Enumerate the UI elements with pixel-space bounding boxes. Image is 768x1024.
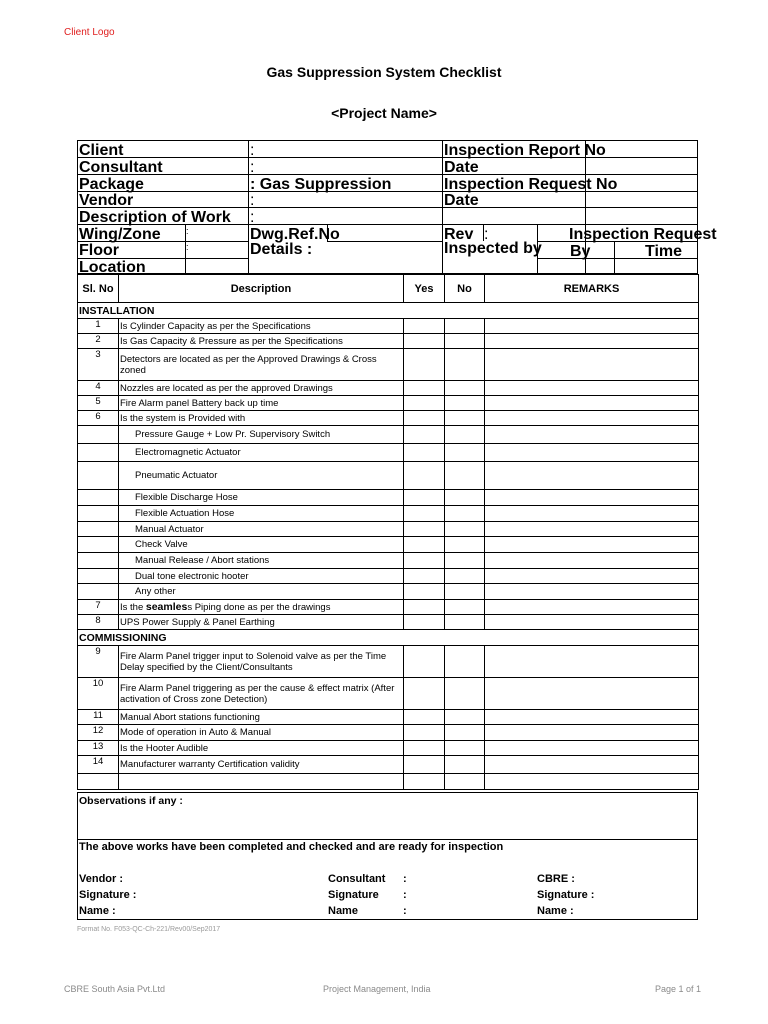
no-cell[interactable] [445, 725, 485, 741]
floor-colon: : [186, 242, 189, 252]
remarks-cell[interactable] [485, 411, 699, 426]
table-row: 12 Mode of operation in Auto & Manual [78, 725, 699, 741]
cbre-signature-label: Signature : [537, 889, 595, 901]
yes-cell[interactable] [404, 553, 445, 569]
no-cell[interactable] [445, 490, 485, 506]
yes-cell[interactable] [404, 334, 445, 349]
inspected-by-label: Inspected by [444, 240, 542, 257]
no-cell[interactable] [445, 615, 485, 630]
no-cell[interactable] [445, 569, 485, 584]
table-row: Manual Release / Abort stations [78, 553, 699, 569]
yes-cell[interactable] [404, 678, 445, 710]
no-cell[interactable] [445, 553, 485, 569]
table-row: 6 Is the system is Provided with [78, 411, 699, 426]
no-cell[interactable] [445, 411, 485, 426]
by-label: By [570, 243, 591, 260]
table-row: Pressure Gauge + Low Pr. Supervisory Switch [78, 426, 699, 444]
observations-block [77, 792, 698, 920]
format-number: Format No. F053-QC-Ch-221/Rev00/Sep2017 [77, 926, 221, 933]
remarks-cell[interactable] [485, 569, 699, 584]
yes-cell[interactable] [404, 646, 445, 678]
wing-zone-label: Wing/Zone [79, 226, 161, 243]
yes-cell[interactable] [404, 396, 445, 411]
remarks-cell[interactable] [485, 444, 699, 462]
no-cell[interactable] [445, 506, 485, 522]
section-installation: INSTALLATION [78, 303, 699, 319]
client-logo: Client Logo [64, 27, 115, 38]
consultant-label: Consultant [79, 159, 163, 176]
inspection-request-label: Inspection Request [569, 226, 717, 243]
no-cell[interactable] [445, 646, 485, 678]
yes-cell[interactable] [404, 600, 445, 615]
table-row: Dual tone electronic hooter [78, 569, 699, 584]
table-row: Manual Actuator [78, 522, 699, 537]
table-row: 3 Detectors are located as per the Approved Drawings & Cross zoned [78, 349, 699, 381]
remarks-cell[interactable] [485, 522, 699, 537]
yes-cell[interactable] [404, 506, 445, 522]
rev-colon: : [484, 226, 489, 243]
no-cell[interactable] [445, 710, 485, 725]
remarks-cell[interactable] [485, 710, 699, 725]
client-label: Client [79, 142, 124, 159]
consultant-name-label: Name [328, 905, 358, 917]
remarks-cell[interactable] [485, 600, 699, 615]
remarks-cell[interactable] [485, 678, 699, 710]
ready-statement: The above works have been completed and checked and are ready for inspection [79, 841, 504, 853]
no-cell[interactable] [445, 319, 485, 334]
yes-cell[interactable] [404, 522, 445, 537]
remarks-cell[interactable] [485, 349, 699, 381]
description-colon: : [250, 209, 255, 226]
project-name: <Project Name> [331, 105, 437, 121]
yes-cell[interactable] [404, 462, 445, 490]
consultant-signature-label: Signature [328, 889, 379, 901]
remarks-cell[interactable] [485, 490, 699, 506]
remarks-cell[interactable] [485, 646, 699, 678]
col-yes: Yes [404, 275, 445, 303]
header-info-grid [77, 140, 717, 276]
table-row: Flexible Actuation Hose [78, 506, 699, 522]
remarks-cell[interactable] [485, 756, 699, 774]
yes-cell[interactable] [404, 615, 445, 630]
yes-cell[interactable] [404, 569, 445, 584]
no-cell[interactable] [445, 774, 485, 790]
observations-label: Observations if any : [79, 795, 183, 807]
consultant-signoff-label: Consultant [328, 873, 386, 885]
vendor-label: Vendor [79, 192, 134, 209]
section-commissioning: COMMISSIONING [78, 630, 699, 646]
package-value: : Gas Suppression [250, 176, 392, 193]
page-title: Gas Suppression System Checklist [266, 64, 502, 80]
remarks-cell[interactable] [485, 506, 699, 522]
no-cell[interactable] [445, 444, 485, 462]
no-cell[interactable] [445, 334, 485, 349]
remarks-cell[interactable] [485, 381, 699, 396]
no-cell[interactable] [445, 584, 485, 600]
inspection-request-no-label: Inspection Request No [444, 176, 618, 193]
dwg-ref-no-label: Dwg.Ref.No [250, 226, 340, 243]
no-cell[interactable] [445, 741, 485, 756]
yes-cell[interactable] [404, 349, 445, 381]
remarks-cell[interactable] [485, 553, 699, 569]
yes-cell[interactable] [404, 710, 445, 725]
remarks-cell[interactable] [485, 319, 699, 334]
table-row: 4 Nozzles are located as per the approved Drawings [78, 381, 699, 396]
cbre-name-label: Name : [537, 905, 574, 917]
remarks-cell[interactable] [485, 462, 699, 490]
no-cell[interactable] [445, 396, 485, 411]
remarks-cell[interactable] [485, 741, 699, 756]
yes-cell[interactable] [404, 319, 445, 334]
table-row: 1 Is Cylinder Capacity as per the Specifications [78, 319, 699, 334]
col-sl-no: Sl. No [78, 275, 119, 303]
footer-page-number: Page 1 of 1 [655, 984, 702, 994]
vendor-name-label: Name : [79, 905, 116, 917]
table-row: 2 Is Gas Capacity & Pressure as per the Specifications [78, 334, 699, 349]
client-colon: : [250, 142, 255, 159]
yes-cell[interactable] [404, 774, 445, 790]
no-cell[interactable] [445, 462, 485, 490]
table-row: Check Valve [78, 537, 699, 553]
vendor-signature-label: Signature : [79, 889, 137, 901]
rev-label: Rev [444, 226, 474, 243]
colon: : [403, 873, 407, 885]
table-row: 7 Is the seamless Piping done as per the drawings [78, 600, 699, 615]
footer-company: CBRE South Asia Pvt.Ltd [64, 984, 166, 994]
no-cell[interactable] [445, 600, 485, 615]
details-label: Details : [250, 241, 313, 258]
checklist-table [77, 274, 699, 790]
table-row: Pneumatic Actuator [78, 462, 699, 490]
no-cell[interactable] [445, 522, 485, 537]
yes-cell[interactable] [404, 490, 445, 506]
no-cell[interactable] [445, 537, 485, 553]
yes-cell[interactable] [404, 537, 445, 553]
table-row: 8 UPS Power Supply & Panel Earthing [78, 615, 699, 630]
table-row: 10 Fire Alarm Panel triggering as per the cause & effect matrix (After activation of Cross zone Detection) [78, 678, 699, 710]
remarks-cell[interactable] [485, 334, 699, 349]
date-label-2: Date [444, 192, 479, 209]
yes-cell[interactable] [404, 756, 445, 774]
no-cell[interactable] [445, 426, 485, 444]
remarks-cell[interactable] [485, 615, 699, 630]
cbre-signoff-label: CBRE : [537, 873, 575, 885]
vendor-colon: : [250, 192, 255, 209]
consultant-colon: : [250, 159, 255, 176]
table-row: 13 Is the Hooter Audible [78, 741, 699, 756]
yes-cell[interactable] [404, 741, 445, 756]
time-label: Time [645, 243, 683, 260]
inspection-report-no-label: Inspection Report No [444, 142, 606, 159]
colon: : [403, 889, 407, 901]
yes-cell[interactable] [404, 381, 445, 396]
date-label: Date [444, 159, 479, 176]
col-no: No [445, 275, 485, 303]
description-of-work-label: Description of Work [79, 209, 231, 226]
table-row: Any other [78, 584, 699, 600]
remarks-cell[interactable] [485, 537, 699, 553]
no-cell[interactable] [445, 756, 485, 774]
vendor-signoff-label: Vendor : [79, 873, 124, 885]
yes-cell[interactable] [404, 426, 445, 444]
table-row [78, 774, 699, 790]
remarks-cell[interactable] [485, 426, 699, 444]
yes-cell[interactable] [404, 444, 445, 462]
colon: : [403, 905, 407, 917]
footer-division: Project Management, India [323, 984, 431, 994]
remarks-cell[interactable] [485, 774, 699, 790]
col-description: Description [119, 275, 404, 303]
yes-cell[interactable] [404, 584, 445, 600]
remarks-cell[interactable] [485, 396, 699, 411]
floor-label: Floor [79, 242, 119, 259]
yes-cell[interactable] [404, 411, 445, 426]
table-row: Flexible Discharge Hose [78, 490, 699, 506]
remarks-cell[interactable] [485, 584, 699, 600]
table-row: 5 Fire Alarm panel Battery back up time [78, 396, 699, 411]
remarks-cell[interactable] [485, 725, 699, 741]
package-label: Package [79, 176, 144, 193]
yes-cell[interactable] [404, 725, 445, 741]
table-row: 14 Manufacturer warranty Certification validity [78, 756, 699, 774]
wing-zone-colon: : [186, 226, 189, 236]
table-row: 11 Manual Abort stations functioning [78, 710, 699, 725]
location-label: Location [79, 259, 146, 276]
no-cell[interactable] [445, 349, 485, 381]
table-row: Electromagnetic Actuator [78, 444, 699, 462]
table-row: 9 Fire Alarm Panel trigger input to Solenoid valve as per the Time Delay specified by the Client/Consultants [78, 646, 699, 678]
no-cell[interactable] [445, 381, 485, 396]
no-cell[interactable] [445, 678, 485, 710]
col-remarks: REMARKS [485, 275, 699, 303]
